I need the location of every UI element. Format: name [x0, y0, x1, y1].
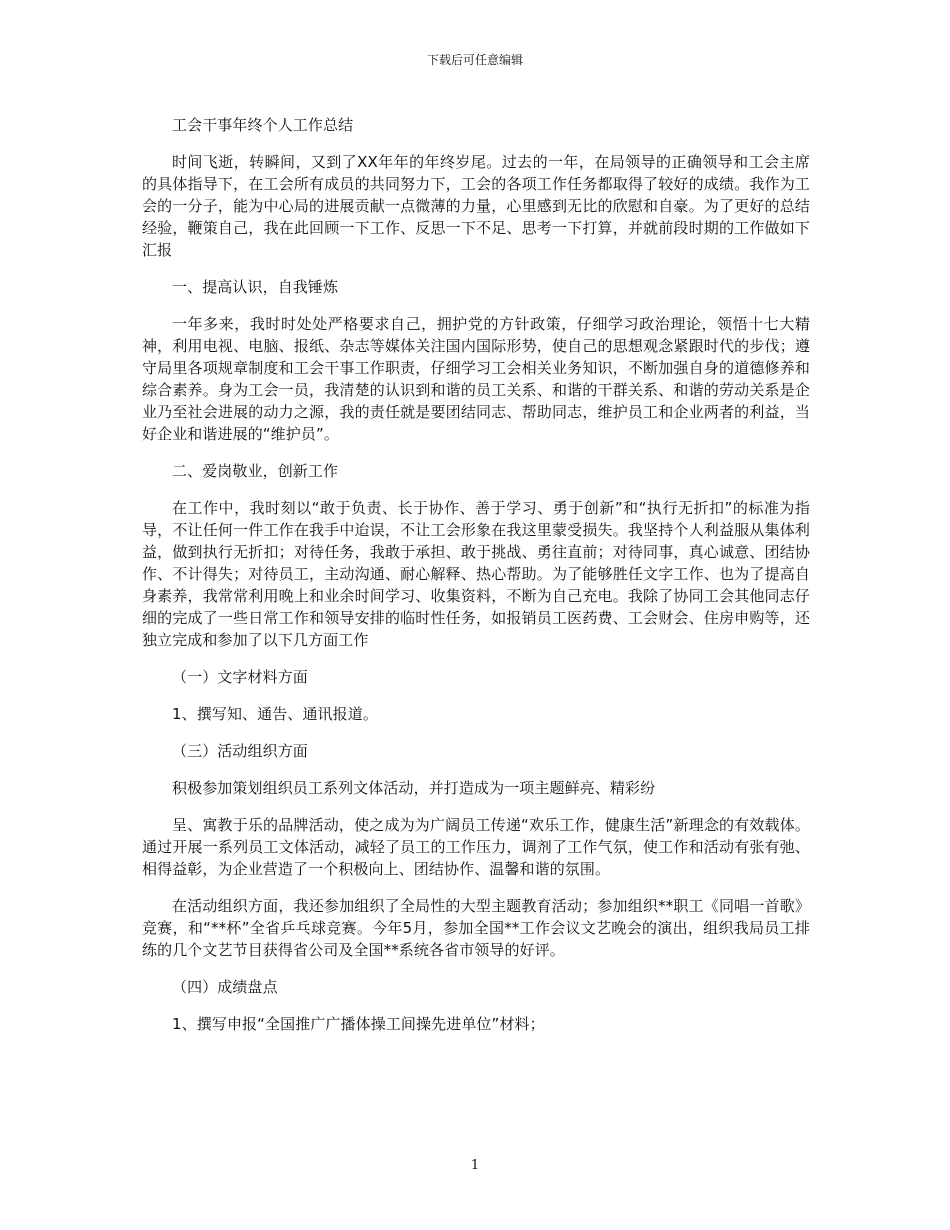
- document-body: [142, 114, 810, 1050]
- subsection-heading-4: （四）成绩盘点: [172, 978, 278, 996]
- section-heading-1: 一、提高认识，自我锤炼: [172, 278, 339, 296]
- document-title: 工会干事年终个人工作总结: [172, 116, 354, 134]
- paragraph-activities-1: 积极参加策划组织员工系列文体活动，并打造成为一项主题鲜亮、精彩纷: [172, 779, 656, 797]
- paragraph-activities-3: 在活动组织方面，我还参加组织了全局性的大型主题教育活动；参加组织**职工《同唱一首歌》竞赛，和“**杯”全省乒乓球竞赛。今年5月，参加全国**工作会议文艺晚会的演出，组织我局员工排练的几个文艺节目获得省公司及全国**系统各省市领导的好评。: [142, 897, 810, 959]
- paragraph-section-2: 在工作中，我时刻以“敢于负责、长于协作、善于学习、勇于创新”和“执行无折扣”的标准为指导，不让任何一件工作在我手中迨误，不让工会形象在我这里蒙受损失。我坚持个人利益服从集体利益，做到执行无折扣；对待任务，我敢于承担、敢于挑战、勇往直前；对待同事，真心诚意、团结协作、不计得失；对待员工，主动沟通、耐心解释、热心帮助。为了能够胜任文字工作、也为了提高自身素养，我常常利用晚上和业余时间学习、收集资料，不断为自己充电。我除了协同工会其他同志仔细的完成了一些日常工作和领导安排的临时性任务，如报销员工医药费、工会财会、住房申购等，还独立完成和参加了以下几方面工作: [142, 499, 810, 649]
- section-heading-2: 二、爱岗敬业，创新工作: [172, 462, 339, 480]
- paragraph-section-1: 一年多来，我时时处处严格要求自己，拥护党的方针政策，仔细学习政治理论，领悟十七大精神，利用电视、电脑、报纸、杂志等媒体关注国内国际形势，使自己的思想观念紧跟时代的步伐；遵守局里各项规章制度和工会干事工作职责，仔细学习工会相关业务知识，不断加强自身的道德修养和综合素养。身为工会一员，我清楚的认识到和谐的员工关系、和谐的干群关系、和谐的劳动关系是企业乃至社会进展的动力之源，我的责任就是要团结同志、帮助同志，维护员工和企业两者的利益，当好企业和谐进展的“维护员”。: [142, 315, 810, 443]
- subsection-heading-1: （一）文字材料方面: [172, 668, 308, 686]
- paragraph-intro: 时间飞逝，转瞬间，又到了XX年年的年终岁尾。过去的一年，在局领导的正确领导和工会主席的具体指导下，在工会所有成员的共同努力下，工会的各项工作任务都取得了较好的成绩。我作为工会的一分子，能为中心局的进展贡献一点微薄的力量，心里感到无比的欣慰和自豪。为了更好的总结经验，鞭策自己，我在此回顾一下工作、反思一下不足、思考一下打算，并就前段时期的工作做如下汇报: [142, 153, 810, 259]
- list-item: 1、撰写申报“全国推广广播体操工间操先进单位”材料；: [172, 1015, 545, 1033]
- page-number: 1: [470, 1158, 480, 1173]
- paragraph-activities-2: 呈、寓教于乐的品牌活动，使之成为为广阔员工传递“欢乐工作，健康生活”新理念的有效载体。通过开展一系列员工文体活动，减轻了员工的工作压力，调剂了工作气氛，使工作和活动有张有弛、相得益彰，为企业营造了一个积极向上、团结协作、温馨和谐的氛围。: [142, 816, 810, 878]
- subsection-heading-3: （三）活动组织方面: [172, 742, 308, 760]
- header-note: 下载后可任意编辑: [426, 53, 523, 67]
- list-item: 1、撰写知、通告、通讯报道。: [172, 705, 378, 723]
